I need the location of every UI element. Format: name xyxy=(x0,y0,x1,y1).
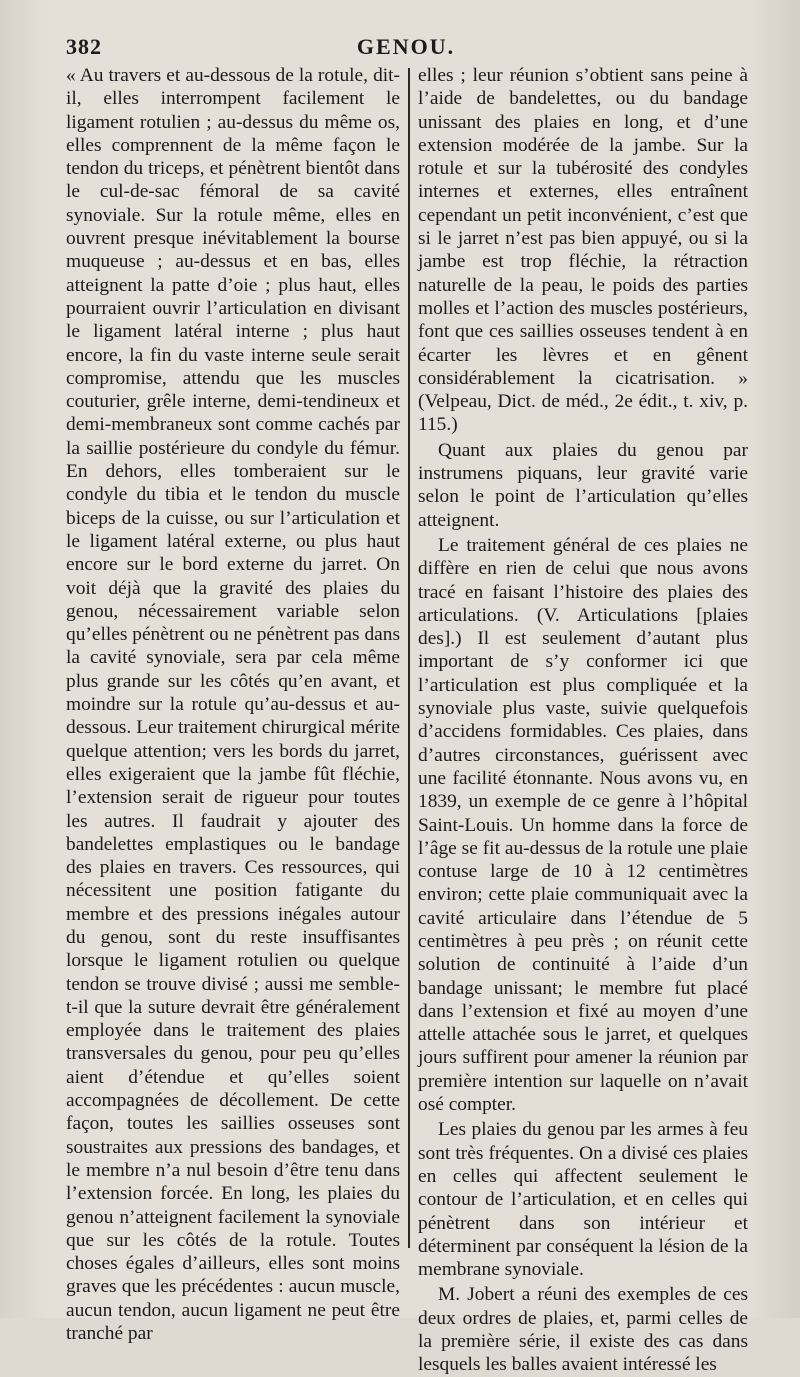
running-title: GENOU. xyxy=(356,34,456,59)
page-number: 382 xyxy=(66,34,102,59)
column-divider xyxy=(408,68,410,1248)
right-paragraph-1: elles ; leur réunion s’obtient sans peine à l’aide de bandelettes, ou du bandage unissant des plaies en long, et d’une extension modérée de la jambe. Sur la rotule et sur la tubérosité des condyles internes et externes, elles entraînent cependant un petit inconvénient, c’est que si le jarret n’est pas bien appuyé, ou si la jambe est trop fléchie, la rétraction naturelle de la peau, le poids des parties molles et l’action des muscles postérieurs, font que ces saillies osseuses tendent à en écarter les lèvres et en gênent considérablement la cicatrisation. » (Velpeau, Dict. de méd., 2e édit., t. xiv, p. 115.) xyxy=(418,65,748,436)
page-header xyxy=(66,34,746,64)
right-column xyxy=(418,64,748,1376)
right-paragraph-4: Les plaies du genou par les armes à feu sont très fréquentes. On a divisé ces plaies en celles qui affectent seulement le contour de l’articulation, et en celles qui pénètrent dans son intérieur et déterminent par conséquent la lésion de la membrane synoviale. xyxy=(418,1119,748,1281)
right-paragraph-2: Quant aux plaies du genou par instrumens piquans, leur gravité varie selon le point de l’articulation qu’elles atteignent. xyxy=(418,439,748,531)
left-column xyxy=(66,64,400,1345)
right-paragraph-3: Le traitement général de ces plaies ne diffère en rien de celui que nous avons tracé en faisant l’histoire des plaies des articulations. (V. Articulations [plaies des].) Il est seulement d’autant plus important de s’y conformer ici que l’articulation est plus compliquée et la synoviale plus vaste, suivie quelquefois d’accidens formidables. Ces plaies, dans d’autres circonstances, guérissent avec une facilité étonnante. Nous avons vu, en 1839, un exemple de ce genre à l’hôpital Saint-Louis. Un homme dans la force de l’âge se fit au-dessus de la rotule une plaie contuse large de 10 à 12 centimètres environ; cette plaie communiquait avec la cavité articulaire dans l’étendue de 5 centimètres à peu près ; on réunit cette solution de continuité à l’aide d’un bandage unissant; le membre fut placé dans l’extension et fixé au moyen d’une attelle attachée sous le jarret, et quelques jours suffirent pour amener la réunion par première intention sur laquelle on n’avait osé compter. xyxy=(418,534,748,1116)
left-paragraph-1: « Au travers et au-dessous de la rotule, dit-il, elles interrompent facilement le ligament rotulien ; au-dessus du même os, elles comprennent de la même façon le tendon du triceps, et pénètrent bientôt dans le cul-de-sac fémoral de sa cavité synoviale. Sur la rotule même, elles en ouvrent presque inévitablement la bourse muqueuse ; au-dessus et en bas, elles atteignent la patte d’oie ; plus haut, elles pourraient ouvrir l’articulation en divisant le ligament latéral interne ; plus haut encore, la fin du vaste interne seule serait compromise, attendu que les muscles couturier, grêle interne, demi-tendineux et demi-membraneux sont comme cachés par la saillie postérieure du condyle du fémur. En dehors, elles tomberaient sur le condyle du tibia et le tendon du muscle biceps de la cuisse, ou sur l’articulation et le ligament latéral externe, ou plus haut encore sur le bord externe du jarret. On voit déjà que la gravité des plaies du genou, nécessairement variable selon qu’elles pénètrent ou ne pénètrent pas dans la cavité synoviale, sera par cela même plus grande sur les côtés qu’en avant, et moindre sur la rotule qu’au-dessus et au-dessous. Leur traitement chirurgical mérite quelque attention; vers les bords du jarret, elles exigeraient que la jambe fût fléchie, l’extension serait de rigueur pour toutes les autres. Il faudrait y ajouter des bandelettes emplastiques ou le bandage des plaies en travers. Ces ressources, qui nécessitent une position fatigante du membre et des pressions inégales autour du genou, sont du reste insuffisantes lorsque le ligament rotulien ou quelque tendon se trouve divisé ; aussi me semble-t-il que la suture devrait être généralement employée dans le traitement des plaies transversales du genou, pour peu qu’elles aient d’étendue et qu’elles soient accompagnées de décollement. De cette façon, toutes les saillies osseuses sont soustraites aux pressions des bandages, et le membre n’a nul besoin d’être tenu dans l’extension forcée. En long, les plaies du genou n’atteignent facilement la synoviale que sur les côtés de la rotule. Toutes choses égales d’ailleurs, elles sont moins graves que les précédentes : aucun muscle, aucun tendon, aucun ligament ne peut être tranché par xyxy=(66,65,400,1345)
right-paragraph-5: M. Jobert a réuni des exemples de ces deux ordres de plaies, et, parmi celles de la première série, il existe des cas dans lesquels les balles avaient intéressé les xyxy=(418,1284,748,1376)
